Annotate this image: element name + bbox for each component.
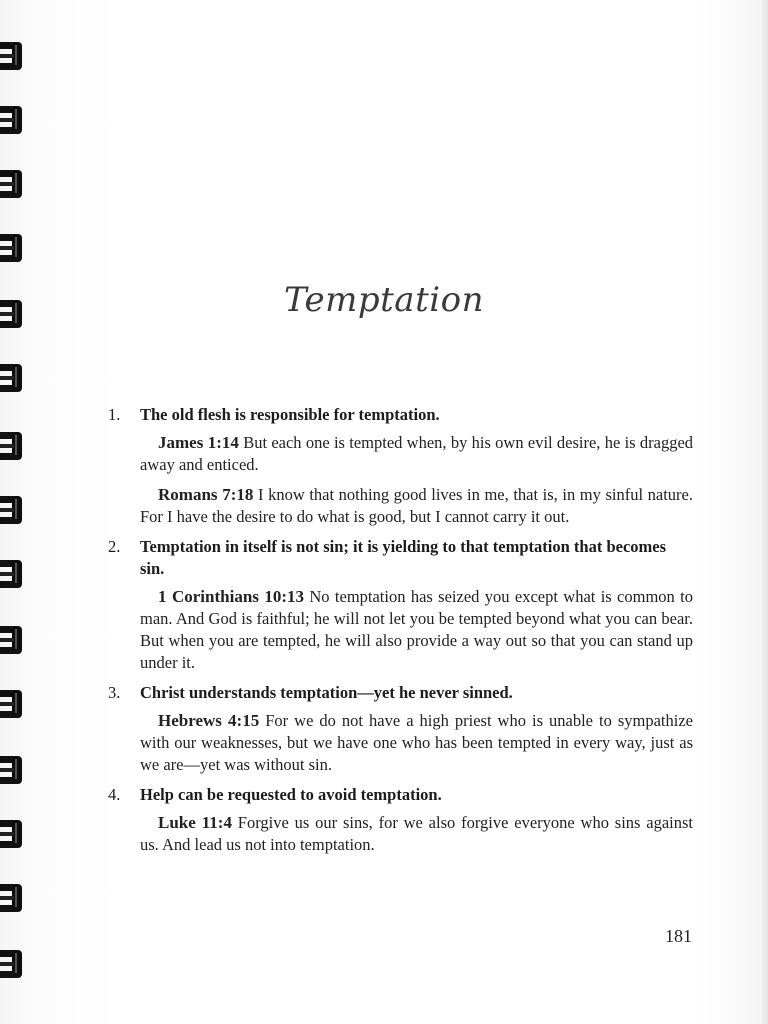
verse-text: I know that nothing good lives in me, that is, in my sinful nature. For I have the desire to do what is good, but I cannot carry it out. [140, 485, 694, 526]
binding-coil [0, 106, 24, 134]
verse-text: But each one is tempted when, by his own evil desire, he is dragged away and enticed. [140, 433, 694, 474]
page-edge [762, 0, 768, 1024]
binding-coil [0, 432, 24, 460]
page-title: Temptation [283, 280, 484, 320]
point-heading [108, 784, 693, 806]
point-heading [108, 536, 693, 580]
binding-coil [0, 170, 24, 198]
point-item [108, 404, 693, 528]
verse [140, 710, 693, 776]
point-number: 3. [108, 683, 121, 702]
point-number: 1. [108, 405, 121, 424]
binding-coil [0, 820, 24, 848]
binding-coil [0, 884, 24, 912]
binding-coil [0, 496, 24, 524]
point-heading-text: The old flesh is responsible for temptation. [140, 405, 440, 424]
binding-coil [0, 560, 24, 588]
verse-reference: James 1:14 [158, 433, 239, 452]
binding-coil [0, 42, 24, 70]
point-item [108, 682, 693, 776]
point-item [108, 784, 693, 856]
binding-coil [0, 756, 24, 784]
point-heading [108, 404, 693, 426]
verse [140, 432, 693, 476]
binding-coil [0, 690, 24, 718]
point-item [108, 536, 693, 674]
verse-reference: Hebrews 4:15 [158, 711, 260, 730]
binding-coil [0, 626, 24, 654]
point-heading-text: Christ understands temptation—yet he never sinned. [140, 683, 513, 702]
verse-text: No temptation has seized you except what is common to man. And God is faithful; he will not let you be tempted beyond what you can bear. But when you are tempted, he will also provide a way out so that you can stand up under it. [140, 587, 693, 672]
verse-reference: Romans 7:18 [158, 485, 254, 504]
point-heading [108, 682, 693, 704]
verse [140, 586, 693, 674]
point-number: 4. [108, 785, 121, 804]
content [108, 404, 693, 864]
binding-coil [0, 364, 24, 392]
verse-reference: 1 Corinthians 10:13 [158, 587, 305, 606]
page-number: 181 [665, 926, 692, 946]
verse-text: Forgive us our sins, for we also forgive everyone who sins against us. And lead us not into temptation. [140, 813, 693, 854]
verse [140, 484, 693, 528]
verse [140, 812, 693, 856]
point-heading-text: Temptation in itself is not sin; it is yielding to that temptation that becomes sin. [140, 537, 667, 578]
spiral-binding [0, 0, 26, 1024]
point-heading-text: Help can be requested to avoid temptation. [140, 785, 442, 804]
verse-text: For we do not have a high priest who is unable to sympathize with our weaknesses, but we have one who has been tempted in every way, just as we are—yet was without sin. [140, 711, 693, 774]
verse-reference: Luke 11:4 [158, 813, 232, 832]
point-number: 2. [108, 537, 121, 556]
binding-coil [0, 234, 24, 262]
binding-coil [0, 950, 24, 978]
